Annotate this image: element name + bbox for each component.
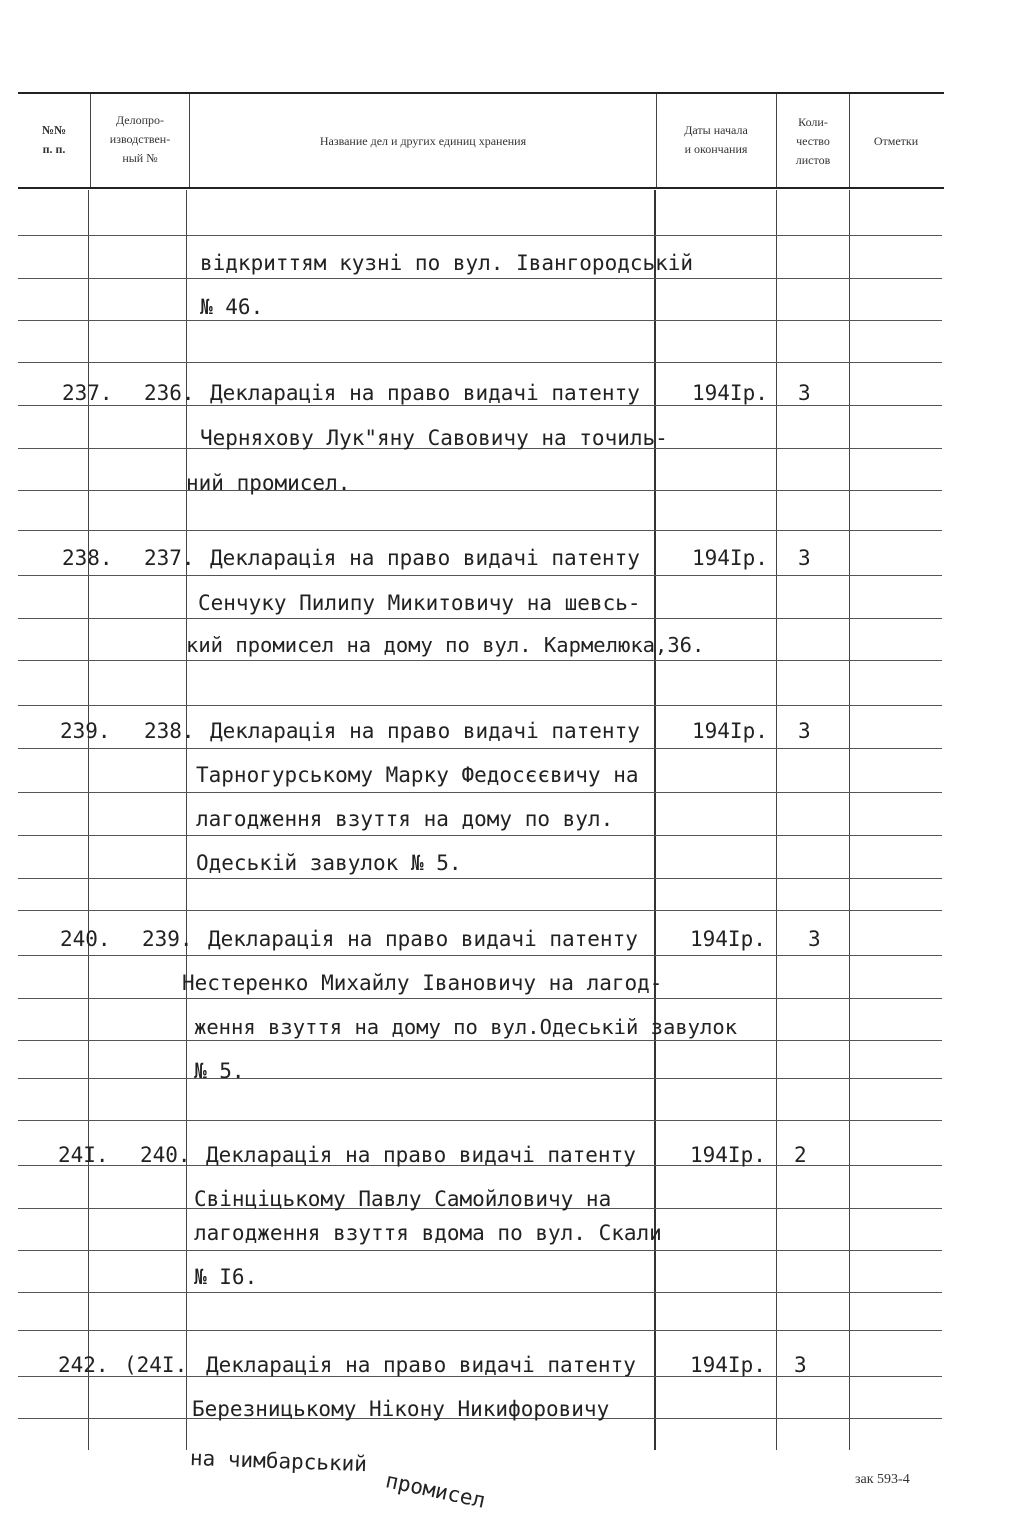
entry-number: 238.	[62, 546, 113, 570]
entry-title-line: ний промисел.	[186, 471, 351, 495]
entry-office-number: 240.	[140, 1143, 191, 1167]
entry-sheet-count: 3	[798, 381, 811, 405]
col-rule-4	[776, 190, 777, 1450]
entry-title-line: Свінціцькому Павлу Самойловичу на	[194, 1187, 612, 1211]
header-col-sep-2	[189, 94, 190, 187]
entry-number: 237.	[62, 381, 113, 405]
col-rule-3	[654, 190, 656, 1450]
col-rule-5	[849, 190, 850, 1450]
continuation-line-2: № 46.	[200, 295, 264, 319]
ruled-line	[18, 748, 942, 749]
header-bottom-rule	[18, 187, 944, 189]
header-sheets: Коли- чество листов	[795, 114, 831, 167]
entry-title-line: Одеській завулок № 5.	[196, 851, 462, 875]
ruled-line	[18, 362, 942, 363]
header-col-sep-1	[90, 94, 91, 187]
entry-title-line: Декларація на право видачі патенту	[210, 719, 640, 743]
entry-title-line: № 5.	[194, 1059, 245, 1083]
entry-title-line: № I6.	[194, 1265, 258, 1289]
entry-title-line: Декларація на право видачі патенту	[210, 546, 640, 570]
header-top-rule	[18, 92, 944, 94]
ruled-line	[18, 1292, 942, 1293]
ruled-line	[18, 1040, 942, 1041]
entry-date: 194Iр.	[690, 927, 766, 951]
ruled-line	[18, 1250, 942, 1251]
entry-number: 239.	[60, 719, 111, 743]
header-number: №№ п. п.	[41, 123, 67, 156]
ruled-line	[18, 490, 942, 491]
entry-title-line: кий промисел на дому по вул. Кармелюка,36.	[186, 633, 705, 657]
header-col-sep-5	[849, 94, 850, 187]
continuation-line-1: відкриттям кузні по вул. Івангородській	[200, 251, 694, 275]
entry-office-number: 237.	[144, 546, 195, 570]
entry-title-line: лагодження взуття вдома по вул. Скали	[194, 1221, 662, 1245]
ruled-line	[18, 1120, 942, 1121]
ruled-line	[18, 1330, 942, 1331]
entry-office-number: 239.	[142, 927, 193, 951]
ruled-line	[18, 998, 942, 999]
col-rule-1	[88, 190, 89, 1450]
header-col-sep-4	[776, 94, 777, 187]
col-rule-2	[186, 190, 187, 1450]
header-col-sep-3	[656, 94, 657, 187]
entry-title-line: ження взуття на дому по вул.Одеській завулок	[194, 1015, 738, 1039]
entry-title-line: Черняхову Лук"яну Савовичу на точиль-	[200, 426, 668, 450]
ruled-line	[18, 835, 942, 836]
entry-title-line: Декларація на право видачі патенту	[206, 1143, 636, 1167]
entry-title-line: Тарногурському Марку Федосєєвичу на	[196, 763, 639, 787]
entry-sheet-count: 3	[798, 546, 811, 570]
entry-title-line: Сенчуку Пилипу Микитовичу на шевсь-	[198, 591, 641, 615]
ruled-line	[18, 792, 942, 793]
entry-date: 194Iр.	[690, 1143, 766, 1167]
header-title: Название дел и других единиц хранения	[319, 133, 527, 148]
entry-sheet-count: 3	[794, 1353, 807, 1377]
ruled-line	[18, 878, 942, 879]
ruled-line	[18, 705, 942, 706]
ruled-line	[18, 618, 942, 619]
ruled-line	[18, 235, 942, 236]
ruled-line	[18, 910, 942, 911]
ruled-line	[18, 320, 942, 321]
entry-office-number: 236.	[144, 381, 195, 405]
entry-office-number: 238.	[144, 719, 195, 743]
entry-title-line: Декларація на право видачі патенту	[208, 927, 638, 951]
entry-sheet-count: 2	[794, 1143, 807, 1167]
ruled-line	[18, 278, 942, 279]
entry-sheet-count: 3	[798, 719, 811, 743]
header-dates: Даты начала и окончания	[684, 123, 748, 156]
order-stamp: зак 593-4	[855, 1472, 910, 1487]
ruled-line	[18, 660, 942, 661]
entry-title-line: Березницькому Нікону Никифоровичу	[192, 1397, 610, 1421]
entry-date: 194Iр.	[692, 719, 768, 743]
ruled-line	[18, 1078, 942, 1079]
entry-number: 242.	[58, 1353, 109, 1377]
entry-number: 24I.	[58, 1143, 109, 1167]
entry-date: 194Iр.	[692, 546, 768, 570]
tail-line-a: на чимбарський	[189, 1446, 368, 1477]
entry-office-number: (24I.	[124, 1353, 188, 1377]
header-notes: Отметки	[873, 133, 919, 148]
entry-title-line: лагодження взуття на дому по вул.	[196, 807, 614, 831]
entry-title-line: Декларація на право видачі патенту	[206, 1353, 636, 1377]
entry-number: 240.	[60, 927, 111, 951]
ruled-line	[18, 575, 942, 576]
entry-title-line: Нестеренко Михайлу Івановичу на лагод-	[182, 971, 663, 995]
entry-title-line: Декларація на право видачі патенту	[210, 381, 640, 405]
entry-date: 194Iр.	[692, 381, 768, 405]
ruled-line	[18, 530, 942, 531]
ruled-line	[18, 955, 942, 956]
tail-line-b: промисел	[383, 1468, 488, 1513]
entry-date: 194Iр.	[690, 1353, 766, 1377]
header-office-number: Делопро- изводствен- ный №	[109, 112, 171, 165]
entry-sheet-count: 3	[808, 927, 821, 951]
